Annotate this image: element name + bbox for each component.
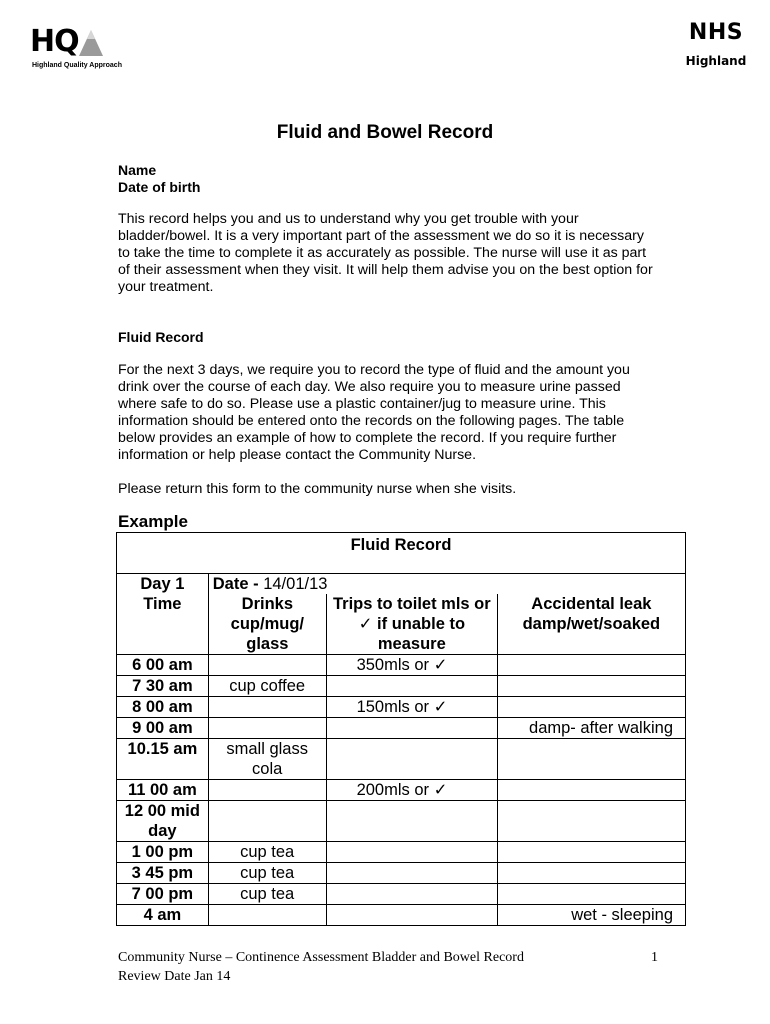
example-fluid-record-table (116, 532, 686, 926)
drinks-cell: small glass cola (208, 739, 326, 780)
time-column-label: Time (143, 595, 182, 613)
footer-line-2: Review Date Jan 14 (118, 969, 231, 984)
time-cell: 12 00 mid day (117, 801, 209, 842)
drinks-cell (208, 718, 326, 739)
table-row (117, 739, 686, 780)
trips-cell (326, 884, 498, 905)
nhs-logo-text: NHS (688, 20, 744, 45)
drinks-cell (208, 780, 326, 801)
trips-cell (326, 801, 498, 842)
leak-cell (498, 884, 686, 905)
trips-cell (326, 676, 498, 697)
time-cell: 7 30 am (117, 676, 209, 697)
drinks-cell: cup tea (208, 884, 326, 905)
fluid-instructions-paragraph: For the next 3 days, we require you to record the type of fluid and the amount you drink over the course of each day. We also require you to measure urine passed where safe to do so. Please use a plastic container/jug to measure urine. This information should be entered onto the records on the following pages. The table below provides an example of how to complete the record. If you require further information or help please contact the Community Nurse. (118, 362, 630, 463)
hq-logo-subtitle: Highland Quality Approach (32, 62, 122, 69)
fluid-record-heading: Fluid Record (118, 329, 204, 345)
time-cell: 3 45 pm (117, 863, 209, 884)
date-label: Date - (212, 575, 259, 593)
table-row (117, 801, 686, 842)
table-row (117, 905, 686, 926)
time-cell: 10.15 am (117, 739, 209, 780)
leak-header: Accidental leak damp/wet/soaked (522, 595, 661, 633)
trips-cell (326, 718, 498, 739)
leak-cell (498, 780, 686, 801)
date-of-birth-label: Date of birth (118, 179, 201, 195)
day-label: Day 1 (140, 575, 185, 593)
drinks-cell: cup coffee (208, 676, 326, 697)
trips-header: Trips to toilet mls or ✓ if unable to measure (326, 594, 497, 654)
table-row (117, 842, 686, 863)
page-number: 1 (651, 950, 658, 965)
date-line (209, 574, 685, 594)
leak-cell (498, 863, 686, 884)
table-row (117, 676, 686, 697)
name-label: Name (118, 162, 157, 178)
time-cell: 8 00 am (117, 697, 209, 718)
leak-cell (498, 801, 686, 842)
example-heading: Example (118, 512, 188, 531)
hq-logo-letters: HQ (30, 24, 79, 59)
time-cell: 11 00 am (117, 780, 209, 801)
trips-cell: 150mls or ✓ (326, 697, 498, 718)
footer-line-1: Community Nurse – Continence Assessment Bladder and Bowel Record (118, 950, 524, 965)
date-value: 14/01/13 (263, 575, 328, 593)
trips-cell (326, 842, 498, 863)
table-row (117, 884, 686, 905)
column-headers (209, 594, 685, 654)
trips-cell (326, 739, 498, 780)
time-cell: 9 00 am (117, 718, 209, 739)
hq-triangle-icon (78, 28, 104, 58)
document-title: Fluid and Bowel Record (276, 122, 494, 143)
drinks-header: Drinks cup/mug/ glass (209, 594, 327, 654)
page-footer (118, 948, 658, 986)
drinks-cell (208, 697, 326, 718)
table-row (117, 863, 686, 884)
leak-cell: wet - sleeping (498, 905, 686, 926)
intro-paragraph: This record helps you and us to understand why you get trouble with your bladder/bowel. It is a very important part of the assessment we do so it is necessary to take the time to complete it as accurately as possible. The nurse will use it as part of their assessment when they visit. It will help them advise you on the best option for your treatment. (118, 211, 653, 295)
leak-cell (498, 739, 686, 780)
table-row (117, 780, 686, 801)
leak-cell: damp- after walking (498, 718, 686, 739)
drinks-cell: cup tea (208, 842, 326, 863)
table-row (117, 697, 686, 718)
return-instructions: Please return this form to the community nurse when she visits. (118, 481, 517, 497)
time-cell: 1 00 pm (117, 842, 209, 863)
table-row (117, 718, 686, 739)
drinks-cell: cup tea (208, 863, 326, 884)
trips-cell (326, 905, 498, 926)
time-header (117, 574, 209, 655)
time-cell: 4 am (117, 905, 209, 926)
date-and-headers-cell (208, 574, 685, 655)
trips-cell (326, 863, 498, 884)
table-header-row (117, 574, 686, 655)
leak-cell (498, 697, 686, 718)
table-title-row (117, 533, 686, 574)
time-cell: 7 00 pm (117, 884, 209, 905)
drinks-cell (208, 905, 326, 926)
table-title: Fluid Record (117, 533, 686, 574)
time-cell: 6 00 am (117, 655, 209, 676)
trips-cell: 200mls or ✓ (326, 780, 498, 801)
table-row (117, 655, 686, 676)
nhs-highland-logo (676, 20, 756, 76)
drinks-cell (208, 801, 326, 842)
hq-logo (30, 26, 150, 76)
drinks-cell (208, 655, 326, 676)
nhs-logo-subtitle: Highland (685, 54, 747, 68)
trips-cell: 350mls or ✓ (326, 655, 498, 676)
leak-cell (498, 655, 686, 676)
leak-cell (498, 676, 686, 697)
leak-cell (498, 842, 686, 863)
